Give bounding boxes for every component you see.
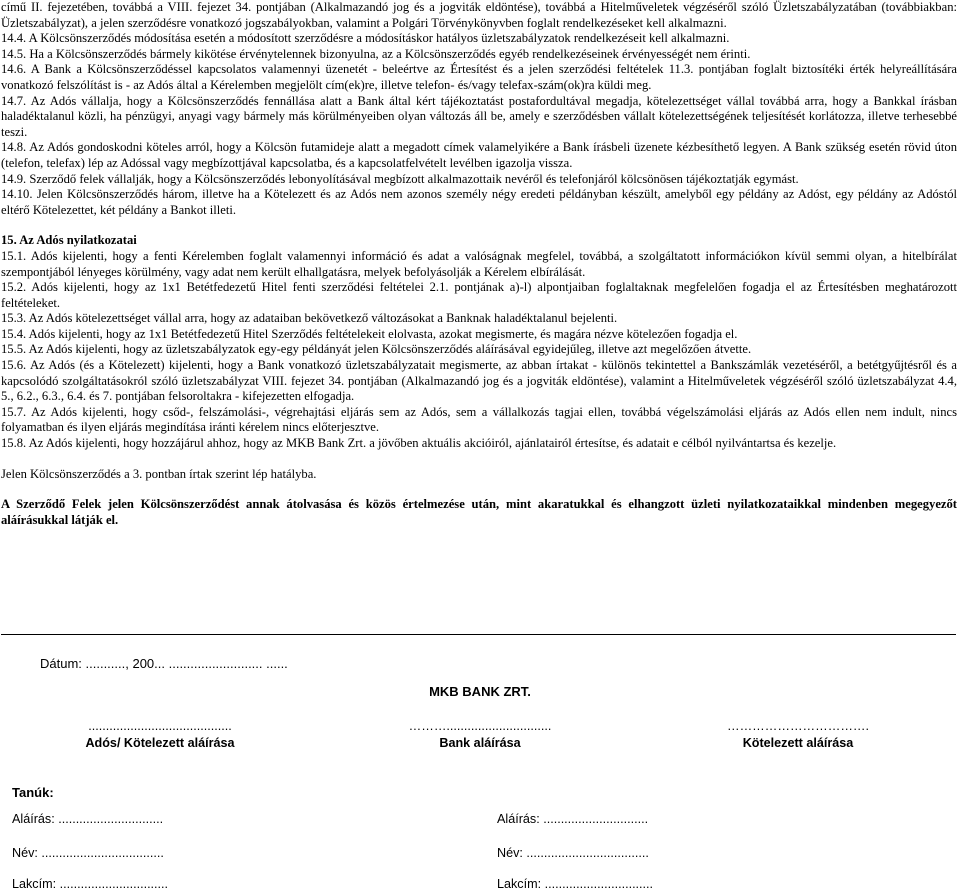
paragraph-14-5: 14.5. Ha a Kölcsönszerződés bármely kikötése érvénytelennek bizonyulna, az a Kölcsönszerződés egyéb rendelkezéseinek érvényességét nem érinti. — [1, 46, 751, 61]
witness-1-signature: Aláírás: .............................. — [12, 812, 164, 826]
horizontal-divider — [1, 634, 956, 635]
signature-line: ……………………………. — [726, 719, 870, 733]
witness-2-name: Név: ................................... — [497, 846, 649, 860]
paragraph-15-6: 15.6. Az Adós (és a Kötelezett) kijelenti, hogy a Bank vonatkozó üzletszabályzatait megismerte, az abban írtakat - különös tekintettel a Bankszámlák vezetéséről, a betétgyűjtésről és a kapcsolódó szolgáltatásokról szóló üzletszabályzat VIII. fejezet 34. pontjában (Alkalmazandó jog és a jogviták eldöntése), valamint a Hitelműveletek végzéséről szóló üzletszabályzat 4.4, 5., 6.2., 6.3., 6.4. és 7. pontjában felsoroltakra - kifejezetten elfogadja. — [1, 358, 957, 404]
paragraph-15-7: 15.7. Az Adós kijelenti, hogy csőd-, felszámolási-, végrehajtási eljárás sem az Adós, sem a vállalkozás tagjai ellen, továbbá végelszámolási eljárás az Adós ellen nem indult, nincs folyamatban és ilyen eljárás megindítása iránti kérelem nincs előterjesztve. — [1, 404, 957, 435]
paragraph-15-3: 15.3. Az Adós kötelezettséget vállal arra, hogy az adataiban bekövetkező változásokat a Banknak haladéktalanul bejelenti. — [1, 311, 618, 326]
closing-statement: A Szerződő Felek jelen Kölcsönszerződést annak átolvasása és közös értelmezése után, mint akaratukkal és elhangzott üzleti nyilatkozataikkal mindenben megegyezőt aláírásukkal látják el. — [1, 497, 957, 527]
section-15-heading: 15. Az Adós nyilatkozatai — [1, 233, 137, 248]
signature-block-debtor — [35, 718, 285, 752]
paragraph-15-5: 15.5. Az Adós kijelenti, hogy az üzletszabályzatok egy-egy példányát jelen Kölcsönszerződés aláírásával egyidejűleg, illetve azt megelőzően átvette. — [1, 342, 752, 357]
date-line: Dátum: ..........., 200... .......................... ...... — [40, 656, 288, 671]
signature-line: ……….............................. — [408, 719, 552, 733]
witness-1-name: Név: ................................... — [12, 846, 164, 860]
paragraph-15-2: 15.2. Adós kijelenti, hogy az 1x1 Betétfedezetű Hitel fenti szerződési feltételei 2.1. pontjának a)-l) alpontjaiban foglaltaknak megfelelően fogadja el az Értesítésben meghatározott feltételeket. — [1, 280, 957, 310]
effect-sentence: Jelen Kölcsönszerződés a 3. pontban írtak szerint lép hatályba. — [1, 466, 317, 481]
document-page — [1, 0, 957, 528]
signature-label: Adós/ Kötelezett aláírása — [85, 736, 235, 750]
signature-label: Bank aláírása — [439, 736, 521, 750]
witness-1-address: Lakcím: ............................... — [12, 877, 169, 891]
paragraph-14-6: 14.6. A Bank a Kölcsönszerződéssel kapcsolatos valamennyi üzenetét - beleértve az Értesítést és a jelen szerződési feltételek 11.3. pontjában foglalt biztosítéki érték helyreállítására vonatkozó felszólítást is - az Adós által a Kérelemben megjelölt cím(ek)re, illetve telefon- és/vagy telefax-szám(ok)ra küldi meg. — [1, 62, 957, 92]
paragraph-14-7: 14.7. Az Adós vállalja, hogy a Kölcsönszerződés fennállása alatt a Bank által kért tájékoztatást postafordultával megadja, kötelezettséget vállal továbbá arra, hogy a Bankkal írásban haladéktalanul közli, ha pénzügyi, anyagi vagy bármely más körülményeiben olyan változás áll be, amely e szerződésben vállalt kötelezettségének teljesítését korlátozza, illetve terhesebbé teszi. — [1, 93, 957, 139]
witness-2-signature: Aláírás: .............................. — [497, 812, 649, 826]
signature-line: ......................................... — [88, 719, 232, 733]
signature-block-bank — [355, 718, 605, 752]
paragraph-14-10: 14.10. Jelen Kölcsönszerződés három, illetve ha a Kötelezett és az Adós nem azonos személy négy eredeti példányban készült, amelyből egy példány az Adóst, egy példány az Adóstól eltérő Kötelezettet, két példány a Bankot illeti. — [1, 187, 957, 217]
paragraph-15-1: 15.1. Adós kijelenti, hogy a fenti Kérelemben foglalt valamennyi információ és adat a valóságnak megfelel, továbbá, a szolgáltatott információkon kívül semmi olyan, a hitelbírálat szempontjából lényeges körülmény, vagy adat nem került elhallgatásra, melyek befolyásolják a Kérelem elbírálását. — [1, 248, 957, 279]
paragraph-15-4: 15.4. Adós kijelenti, hogy az 1x1 Betétfedezetű Hitel Szerződés feltételekeit elolvasta, azokat megismerte, és magára nézve kötelezően fogadja el. — [1, 326, 738, 341]
paragraph-14-3-cont: című II. fejezetében, továbbá a VIII. fejezet 34. pontjában (Alkalmazandó jog és a jogviták eldöntése), továbbá a Hitelműveletek végzéséről szóló Üzletszabályzatában (továbbiakban: Üzletszabályzat), a jelen szerződésre vonatkozó jogszabályokban, valamint a Polgári Törvénykönyvben foglalt rendelkezéseket kell alkalmazni. — [1, 0, 957, 30]
paragraph-14-4: 14.4. A Kölcsönszerződés módosítása esetén a módosított szerződésre a módosításkor hatályos üzletszabályzatok rendelkezéseit kell alkalmazni. — [1, 31, 730, 46]
witnesses-title: Tanúk: — [12, 785, 54, 800]
signature-label: Kötelezett aláírása — [742, 736, 854, 750]
signature-block-obligor — [673, 718, 923, 752]
paragraph-15-8: 15.8. Az Adós kijelenti, hogy hozzájárul ahhoz, hogy az MKB Bank Zrt. a jövőben aktuális akcióiról, ajánlatairól értesítse, és adatait e célból nyilvántartsa és kezelje. — [1, 436, 837, 451]
witness-2-address: Lakcím: ............................... — [497, 877, 654, 891]
bank-name: MKB BANK ZRT. — [429, 684, 531, 699]
paragraph-14-9: 14.9. Szerződő felek vállalják, hogy a Kölcsönszerződés lebonyolításával megbízott alkalmazottaik nevéről és telefonjáról kölcsönösen tájékoztatják egymást. — [1, 171, 799, 186]
paragraph-14-8: 14.8. Az Adós gondoskodni köteles arról, hogy a Kölcsön futamideje alatt a megadott címek valamelyikére a Bank írásbeli üzenete kézbesíthető legyen. A Bank szükség esetén rövid úton (telefon, telefax) lép az Adóssal vagy megbízottjával kapcsolatba, és a kapcsolatfelvételt levélben igazolja vissza. — [1, 140, 957, 170]
